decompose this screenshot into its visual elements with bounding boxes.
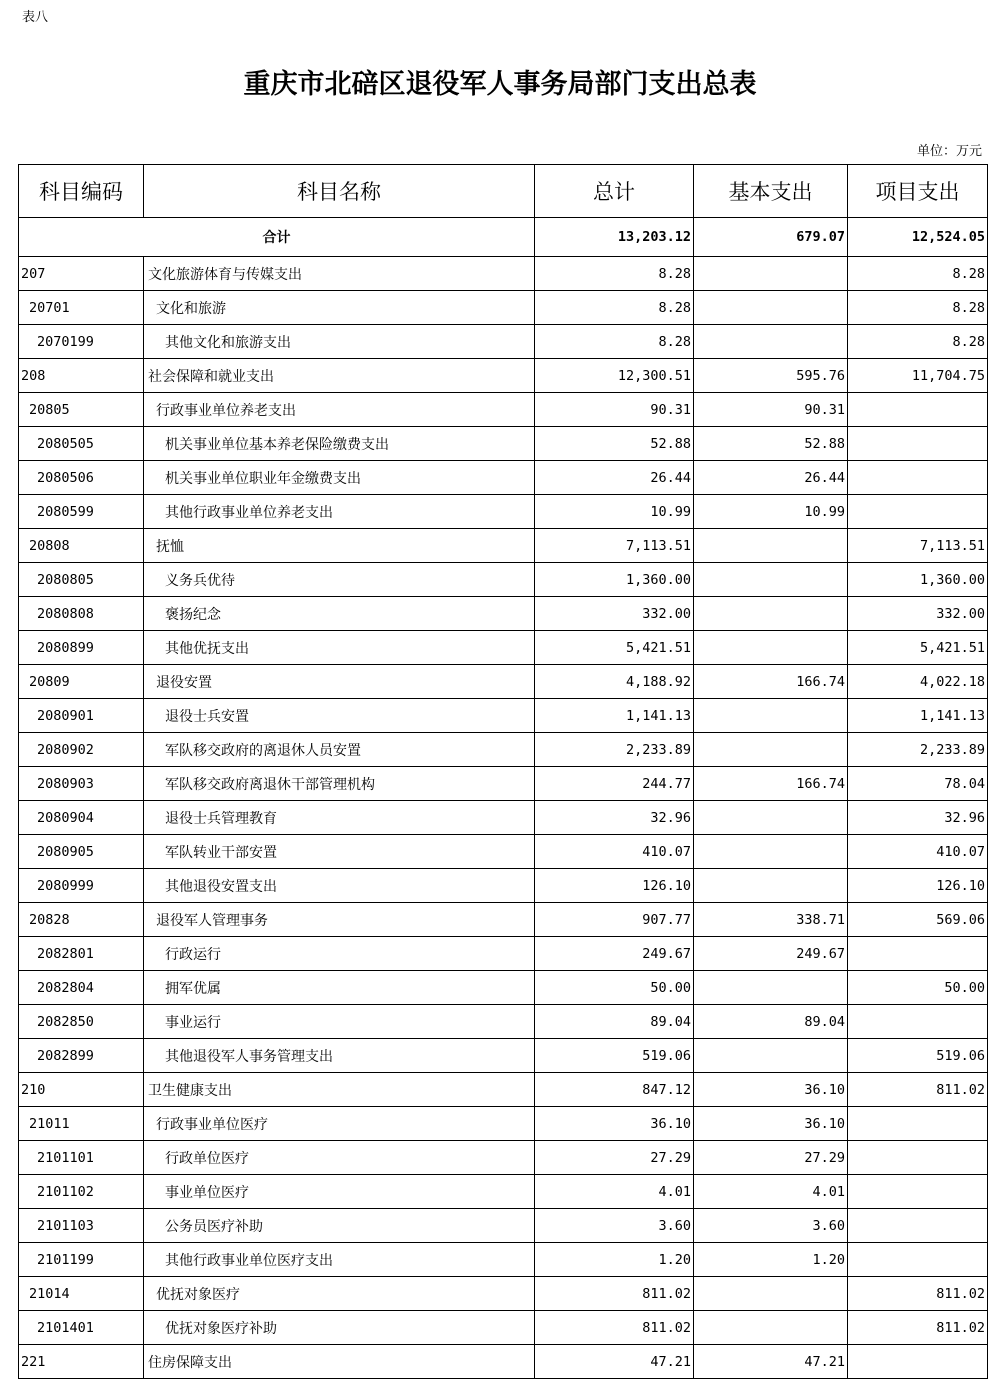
cell-code: 2080505 (19, 427, 144, 461)
cell-basic: 166.74 (694, 767, 848, 801)
cell-basic (694, 257, 848, 291)
total-project: 12,524.05 (848, 218, 988, 257)
table-row (19, 393, 988, 427)
cell-name: 机关事业单位职业年金缴费支出 (144, 461, 535, 495)
cell-project (848, 461, 988, 495)
cell-basic (694, 1039, 848, 1073)
cell-name: 行政运行 (144, 937, 535, 971)
table-row (19, 1345, 988, 1379)
cell-name: 优抚对象医疗 (144, 1277, 535, 1311)
cell-name: 军队移交政府的离退休人员安置 (144, 733, 535, 767)
table-row (19, 257, 988, 291)
cell-name: 其他优抚支出 (144, 631, 535, 665)
cell-code: 21011 (19, 1107, 144, 1141)
cell-basic (694, 835, 848, 869)
cell-total: 26.44 (535, 461, 694, 495)
cell-total: 811.02 (535, 1311, 694, 1345)
cell-name: 卫生健康支出 (144, 1073, 535, 1107)
cell-basic (694, 699, 848, 733)
cell-basic: 89.04 (694, 1005, 848, 1039)
table-row (19, 529, 988, 563)
cell-name: 其他行政事业单位医疗支出 (144, 1243, 535, 1277)
cell-project (848, 1175, 988, 1209)
cell-code: 20808 (19, 529, 144, 563)
cell-project: 332.00 (848, 597, 988, 631)
table-row (19, 1209, 988, 1243)
cell-name: 退役士兵安置 (144, 699, 535, 733)
cell-basic: 166.74 (694, 665, 848, 699)
table-row (19, 801, 988, 835)
table-row (19, 699, 988, 733)
table-row (19, 1073, 988, 1107)
cell-code: 2080904 (19, 801, 144, 835)
table-row (19, 971, 988, 1005)
cell-basic (694, 1311, 848, 1345)
table-row (19, 1175, 988, 1209)
cell-basic: 26.44 (694, 461, 848, 495)
cell-project (848, 427, 988, 461)
cell-total: 249.67 (535, 937, 694, 971)
cell-total: 32.96 (535, 801, 694, 835)
cell-basic (694, 291, 848, 325)
cell-code: 2080599 (19, 495, 144, 529)
cell-name: 机关事业单位基本养老保险缴费支出 (144, 427, 535, 461)
cell-total: 244.77 (535, 767, 694, 801)
cell-total: 27.29 (535, 1141, 694, 1175)
cell-project: 410.07 (848, 835, 988, 869)
cell-project: 4,022.18 (848, 665, 988, 699)
cell-basic: 1.20 (694, 1243, 848, 1277)
cell-basic: 595.76 (694, 359, 848, 393)
cell-name: 其他行政事业单位养老支出 (144, 495, 535, 529)
cell-code: 2070199 (19, 325, 144, 359)
cell-name: 退役安置 (144, 665, 535, 699)
cell-total: 2,233.89 (535, 733, 694, 767)
cell-total: 4.01 (535, 1175, 694, 1209)
cell-code: 2080808 (19, 597, 144, 631)
cell-total: 1,141.13 (535, 699, 694, 733)
cell-name: 其他退役安置支出 (144, 869, 535, 903)
cell-project (848, 393, 988, 427)
cell-basic (694, 529, 848, 563)
cell-project: 50.00 (848, 971, 988, 1005)
table-row (19, 1039, 988, 1073)
cell-code: 21014 (19, 1277, 144, 1311)
page-title: 重庆市北碚区退役军人事务局部门支出总表 (243, 69, 757, 100)
table-row (19, 325, 988, 359)
table-row (19, 291, 988, 325)
cell-code: 207 (19, 257, 144, 291)
table-row (19, 461, 988, 495)
cell-project: 7,113.51 (848, 529, 988, 563)
cell-name: 褒扬纪念 (144, 597, 535, 631)
cell-code: 2080901 (19, 699, 144, 733)
column-header-code: 科目编码 (19, 165, 144, 218)
column-header-project: 项目支出 (848, 165, 988, 218)
table-header (19, 165, 988, 218)
cell-basic (694, 801, 848, 835)
cell-code: 2082804 (19, 971, 144, 1005)
cell-total: 50.00 (535, 971, 694, 1005)
cell-code: 20809 (19, 665, 144, 699)
cell-name: 行政事业单位医疗 (144, 1107, 535, 1141)
table-row (19, 1243, 988, 1277)
cell-basic: 10.99 (694, 495, 848, 529)
table-row (19, 733, 988, 767)
total-row (19, 218, 988, 257)
cell-code: 2080999 (19, 869, 144, 903)
cell-name: 其他文化和旅游支出 (144, 325, 535, 359)
table-row (19, 359, 988, 393)
cell-name: 退役士兵管理教育 (144, 801, 535, 835)
cell-project (848, 1209, 988, 1243)
table-number: 表八 (22, 10, 49, 25)
cell-basic: 27.29 (694, 1141, 848, 1175)
cell-code: 2101101 (19, 1141, 144, 1175)
cell-name: 事业单位医疗 (144, 1175, 535, 1209)
cell-code: 2101102 (19, 1175, 144, 1209)
cell-name: 公务员医疗补助 (144, 1209, 535, 1243)
expense-table (18, 164, 988, 1379)
cell-project (848, 1141, 988, 1175)
cell-project: 811.02 (848, 1073, 988, 1107)
total-basic: 679.07 (694, 218, 848, 257)
cell-basic (694, 325, 848, 359)
cell-basic: 4.01 (694, 1175, 848, 1209)
cell-project: 8.28 (848, 291, 988, 325)
cell-basic (694, 1277, 848, 1311)
cell-basic (694, 733, 848, 767)
cell-total: 907.77 (535, 903, 694, 937)
column-header-total: 总计 (535, 165, 694, 218)
cell-code: 2080902 (19, 733, 144, 767)
cell-name: 退役军人管理事务 (144, 903, 535, 937)
cell-project: 8.28 (848, 257, 988, 291)
cell-basic: 36.10 (694, 1107, 848, 1141)
table-row (19, 1141, 988, 1175)
table-row (19, 1107, 988, 1141)
cell-basic: 47.21 (694, 1345, 848, 1379)
cell-name: 行政事业单位养老支出 (144, 393, 535, 427)
table-row (19, 937, 988, 971)
cell-name: 住房保障支出 (144, 1345, 535, 1379)
cell-code: 2082801 (19, 937, 144, 971)
cell-name: 抚恤 (144, 529, 535, 563)
cell-basic: 90.31 (694, 393, 848, 427)
cell-total: 10.99 (535, 495, 694, 529)
cell-project: 126.10 (848, 869, 988, 903)
cell-total: 12,300.51 (535, 359, 694, 393)
cell-code: 2080903 (19, 767, 144, 801)
table-row (19, 665, 988, 699)
cell-code: 2082850 (19, 1005, 144, 1039)
cell-name: 义务兵优待 (144, 563, 535, 597)
cell-project: 2,233.89 (848, 733, 988, 767)
table-row (19, 563, 988, 597)
cell-code: 210 (19, 1073, 144, 1107)
cell-project (848, 1107, 988, 1141)
cell-name: 社会保障和就业支出 (144, 359, 535, 393)
cell-project: 8.28 (848, 325, 988, 359)
cell-project: 32.96 (848, 801, 988, 835)
table-row (19, 1277, 988, 1311)
cell-basic: 3.60 (694, 1209, 848, 1243)
cell-total: 126.10 (535, 869, 694, 903)
cell-name: 优抚对象医疗补助 (144, 1311, 535, 1345)
cell-total: 1.20 (535, 1243, 694, 1277)
cell-name: 事业运行 (144, 1005, 535, 1039)
cell-code: 2080899 (19, 631, 144, 665)
cell-code: 208 (19, 359, 144, 393)
column-header-basic: 基本支出 (694, 165, 848, 218)
cell-code: 2080805 (19, 563, 144, 597)
table-row (19, 495, 988, 529)
cell-project (848, 1005, 988, 1039)
total-label: 合计 (19, 218, 535, 257)
cell-basic: 249.67 (694, 937, 848, 971)
cell-name: 文化旅游体育与传媒支出 (144, 257, 535, 291)
cell-total: 7,113.51 (535, 529, 694, 563)
cell-total: 8.28 (535, 257, 694, 291)
cell-total: 1,360.00 (535, 563, 694, 597)
cell-code: 2101103 (19, 1209, 144, 1243)
cell-total: 90.31 (535, 393, 694, 427)
cell-project: 78.04 (848, 767, 988, 801)
cell-basic: 52.88 (694, 427, 848, 461)
cell-name: 军队转业干部安置 (144, 835, 535, 869)
cell-total: 410.07 (535, 835, 694, 869)
table-row (19, 1311, 988, 1345)
cell-project: 5,421.51 (848, 631, 988, 665)
cell-total: 847.12 (535, 1073, 694, 1107)
cell-name: 拥军优属 (144, 971, 535, 1005)
cell-project: 569.06 (848, 903, 988, 937)
cell-project (848, 1345, 988, 1379)
cell-code: 20701 (19, 291, 144, 325)
cell-basic (694, 869, 848, 903)
table-row (19, 597, 988, 631)
table-body (19, 218, 988, 1379)
cell-project: 811.02 (848, 1311, 988, 1345)
cell-basic: 36.10 (694, 1073, 848, 1107)
cell-total: 52.88 (535, 427, 694, 461)
cell-basic: 338.71 (694, 903, 848, 937)
cell-basic (694, 563, 848, 597)
cell-name: 文化和旅游 (144, 291, 535, 325)
cell-project: 811.02 (848, 1277, 988, 1311)
cell-project: 519.06 (848, 1039, 988, 1073)
cell-total: 47.21 (535, 1345, 694, 1379)
cell-total: 36.10 (535, 1107, 694, 1141)
cell-total: 4,188.92 (535, 665, 694, 699)
cell-code: 2080905 (19, 835, 144, 869)
cell-code: 20805 (19, 393, 144, 427)
table-row (19, 767, 988, 801)
cell-basic (694, 971, 848, 1005)
cell-project (848, 1243, 988, 1277)
cell-project (848, 937, 988, 971)
unit-label: 单位：万元 (916, 144, 982, 159)
cell-project: 11,704.75 (848, 359, 988, 393)
cell-code: 221 (19, 1345, 144, 1379)
cell-name: 行政单位医疗 (144, 1141, 535, 1175)
table-row (19, 631, 988, 665)
cell-total: 519.06 (535, 1039, 694, 1073)
cell-code: 20828 (19, 903, 144, 937)
table-row (19, 869, 988, 903)
table-row (19, 427, 988, 461)
cell-project: 1,141.13 (848, 699, 988, 733)
cell-total: 3.60 (535, 1209, 694, 1243)
cell-total: 8.28 (535, 291, 694, 325)
cell-total: 332.00 (535, 597, 694, 631)
cell-code: 2101401 (19, 1311, 144, 1345)
cell-code: 2082899 (19, 1039, 144, 1073)
cell-project (848, 495, 988, 529)
cell-total: 5,421.51 (535, 631, 694, 665)
cell-total: 811.02 (535, 1277, 694, 1311)
total-sum: 13,203.12 (535, 218, 694, 257)
cell-total: 8.28 (535, 325, 694, 359)
cell-basic (694, 597, 848, 631)
cell-project: 1,360.00 (848, 563, 988, 597)
table-row (19, 835, 988, 869)
cell-code: 2080506 (19, 461, 144, 495)
cell-code: 2101199 (19, 1243, 144, 1277)
table-row (19, 1005, 988, 1039)
cell-total: 89.04 (535, 1005, 694, 1039)
table-row (19, 903, 988, 937)
cell-name: 军队移交政府离退休干部管理机构 (144, 767, 535, 801)
cell-basic (694, 631, 848, 665)
cell-name: 其他退役军人事务管理支出 (144, 1039, 535, 1073)
column-header-name: 科目名称 (144, 165, 535, 218)
